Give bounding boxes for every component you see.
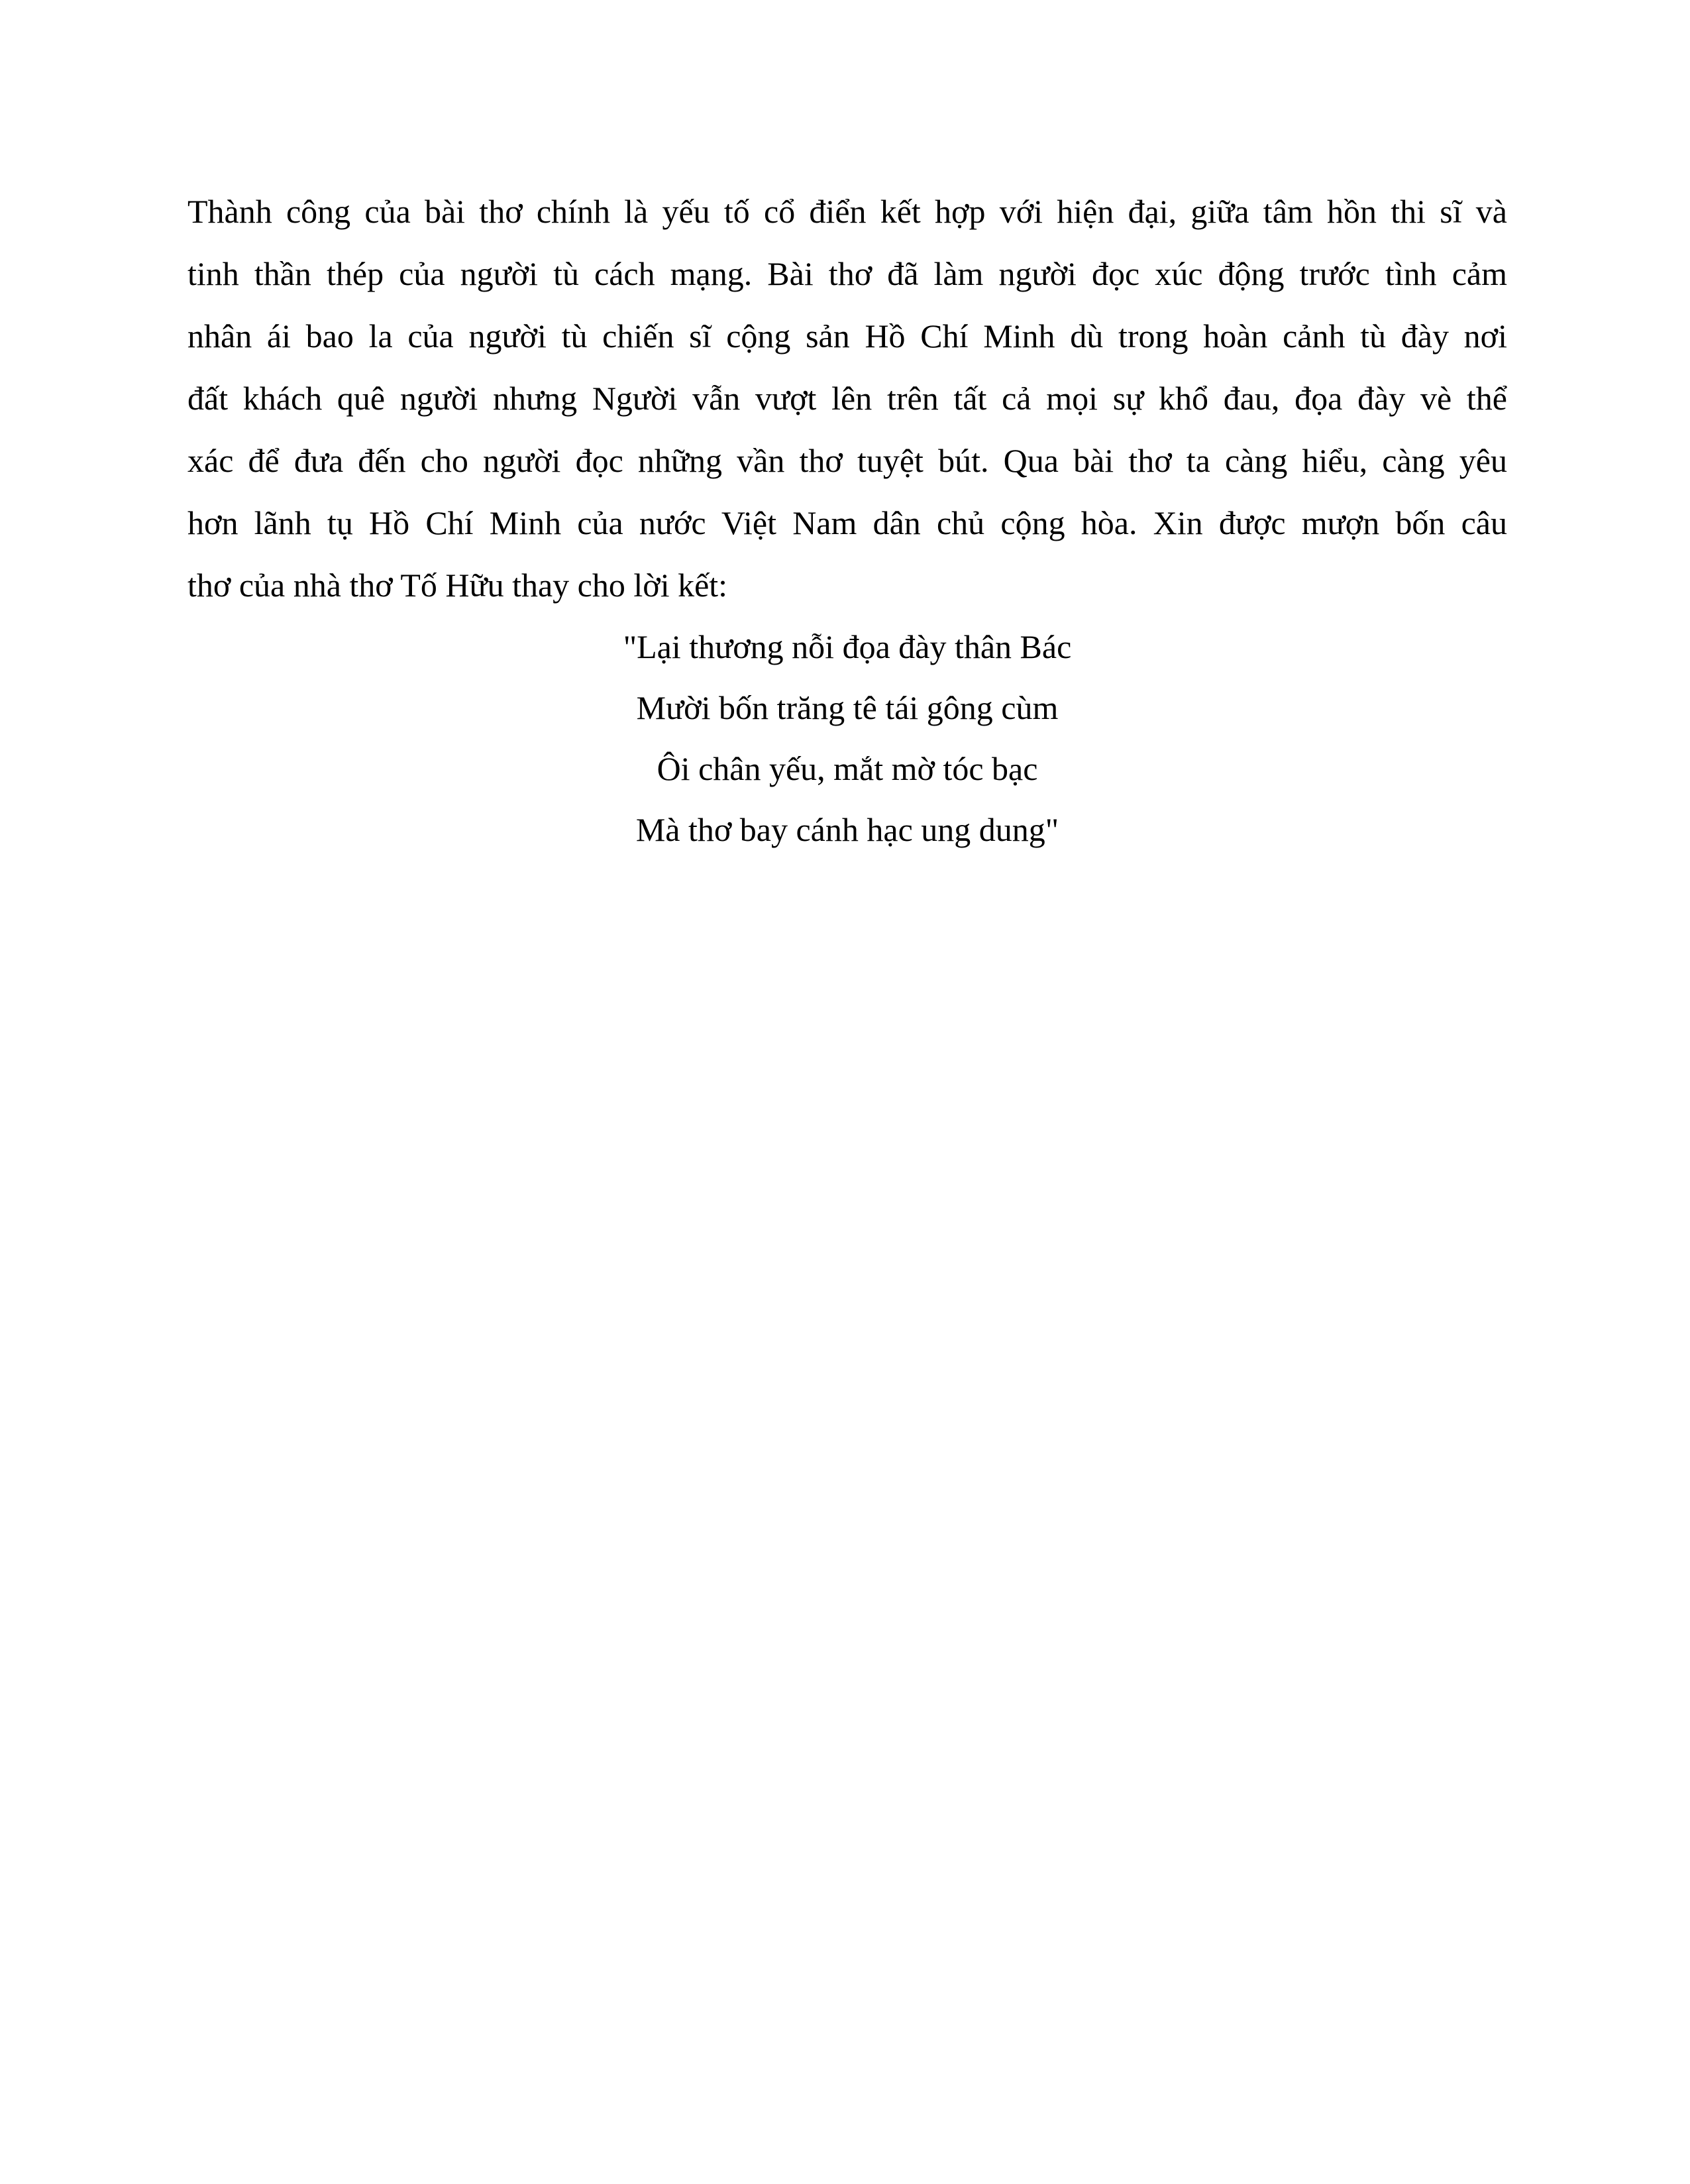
paragraph-line: tinh thần thép của người tù cách mạng. Bài thơ đã làm người đọc xúc động trước tình cảm xyxy=(187,255,1507,292)
paragraph-line: đất khách quê người nhưng Người vẫn vượt lên trên tất cả mọi sự khổ đau, đọa đày vè thể xyxy=(187,380,1507,417)
poem-line: Mà thơ bay cánh hạc ung dung" xyxy=(635,811,1059,848)
paragraph-line: hơn lãnh tụ Hồ Chí Minh của nước Việt Nam dân chủ cộng hòa. Xin được mượn bốn câu xyxy=(187,504,1507,541)
paragraph-line: thơ của nhà thơ Tố Hữu thay cho lời kết: xyxy=(187,567,728,604)
paragraph-line: nhân ái bao la của người tù chiến sĩ cộng sản Hồ Chí Minh dù trong hoàn cảnh tù đày nơi xyxy=(187,317,1507,355)
poem-line: "Lại thương nỗi đọa đày thân Bác xyxy=(623,628,1072,665)
paragraph-line: xác để đưa đến cho người đọc những vần thơ tuyệt bút. Qua bài thơ ta càng hiểu, càng yêu xyxy=(187,442,1507,479)
poem-line: Ôi chân yếu, mắt mờ tóc bạc xyxy=(657,750,1038,787)
poem-quote xyxy=(187,616,1507,860)
paragraph-line: Thành công của bài thơ chính là yếu tố cổ điển kết hợp với hiện đại, giữa tâm hồn thi sĩ và xyxy=(187,193,1507,230)
poem-line: Mười bốn trăng tê tái gông cùm xyxy=(636,689,1059,726)
body-paragraph xyxy=(187,180,1507,616)
